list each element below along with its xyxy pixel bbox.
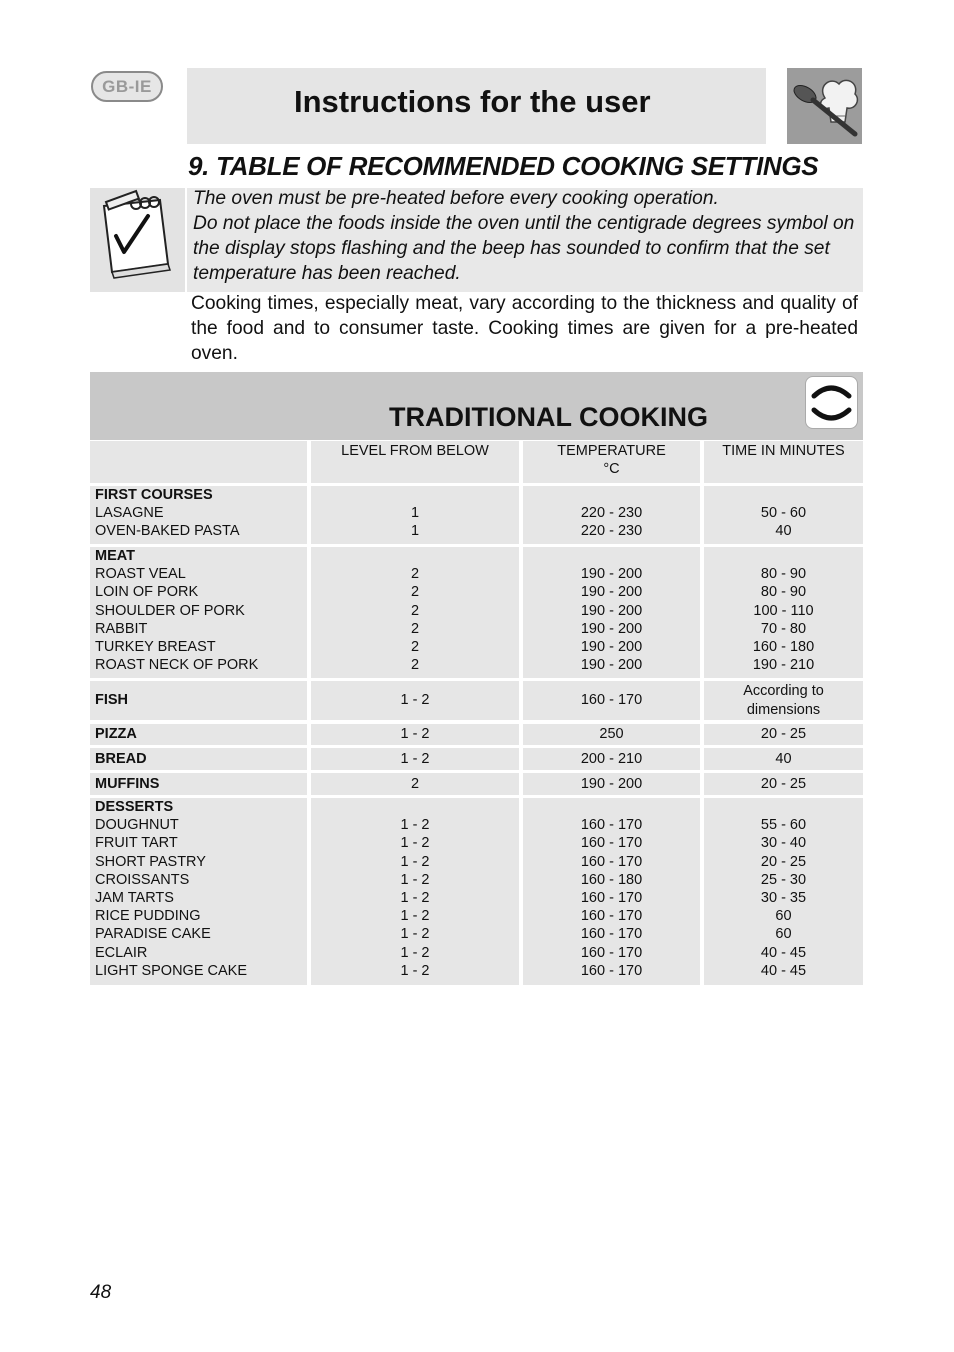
row-bread-time	[704, 748, 863, 770]
temp-value: 190 - 200	[580, 602, 643, 619]
food-item: OVEN-BAKED PASTA	[95, 523, 240, 540]
food-item: SHOULDER OF PORK	[95, 602, 245, 619]
time-value: 40 - 45	[760, 962, 807, 979]
level-value: 1 - 2	[400, 726, 430, 743]
row-bread-temp	[523, 748, 700, 770]
row-fish-temp	[523, 681, 700, 720]
group-name: FIRST COURSES	[95, 487, 213, 503]
level-value: 1 - 2	[400, 908, 430, 925]
level-value: 1 - 2	[400, 926, 430, 943]
temp-value: 160 - 170	[580, 944, 643, 961]
time-value: 60	[775, 926, 792, 943]
time-value: According to	[743, 683, 824, 700]
temp-value: 160 - 170	[580, 908, 643, 925]
food-item: CROISSANTS	[95, 871, 190, 888]
level-value: 2	[410, 775, 420, 792]
food-item: RABBIT	[95, 620, 148, 637]
food-item: ECLAIR	[95, 944, 148, 961]
level-value: 1 - 2	[400, 871, 430, 888]
level-value: 2	[410, 566, 420, 583]
row-first-courses-time	[704, 486, 863, 544]
food-item: JAM TARTS	[95, 890, 174, 907]
temp-value: 160 - 170	[580, 835, 643, 852]
food-item: LIGHT SPONGE CAKE	[95, 962, 248, 979]
note-line-1: The oven must be pre-heated before every cooking operation.	[193, 188, 719, 209]
row-pizza-food	[90, 724, 307, 745]
row-bread-level	[311, 748, 519, 770]
food-item: LOIN OF PORK	[95, 584, 199, 601]
group-name: DESSERTS	[95, 799, 174, 815]
level-value: 1 - 2	[400, 750, 430, 767]
temp-value: 200 - 210	[580, 750, 643, 767]
time-value	[704, 547, 863, 565]
column-header: TIME IN MINUTES	[722, 443, 845, 459]
time-value: 40 - 45	[760, 944, 807, 961]
temp-value: 220 - 230	[580, 505, 643, 522]
group-name: MEAT	[95, 548, 136, 564]
time-value: 40	[775, 750, 792, 767]
time-value: 20 - 25	[760, 775, 807, 792]
time-value: 190 - 210	[752, 657, 815, 674]
temp-value: 190 - 200	[580, 584, 643, 601]
row-desserts-time	[704, 798, 863, 985]
row-meat-temp	[523, 547, 700, 678]
row-muffins-food	[90, 773, 307, 795]
temp-value: 160 - 170	[580, 692, 643, 709]
traditional-cooking-icon	[805, 376, 858, 429]
level-value: 1 - 2	[400, 890, 430, 907]
preheat-note	[187, 188, 863, 292]
time-value: 20 - 25	[760, 726, 807, 743]
temp-value: 190 - 200	[580, 775, 643, 792]
row-muffins-level	[311, 773, 519, 795]
group-name: PIZZA	[95, 726, 137, 743]
food-item: ROAST NECK OF PORK	[95, 657, 259, 674]
food-item: ROAST VEAL	[95, 566, 186, 583]
temp-value: 160 - 180	[580, 871, 643, 888]
row-pizza-temp	[523, 724, 700, 745]
level-value: 2	[410, 620, 420, 637]
row-desserts-temp	[523, 798, 700, 985]
level-value	[311, 547, 519, 565]
temp-value: 220 - 230	[580, 523, 643, 540]
level-value: 2	[410, 602, 420, 619]
intro-paragraph: Cooking times, especially meat, vary according to the thickness and quality of the food and to consumer taste. Cooking times are given for a pre-heated oven.	[191, 293, 858, 364]
food-item: LASAGNE	[95, 505, 164, 522]
level-value: 1 - 2	[400, 835, 430, 852]
food-item: SHORT PASTRY	[95, 853, 206, 870]
temp-value	[523, 547, 700, 565]
food-item: TURKEY BREAST	[95, 639, 216, 656]
column-header: LEVEL FROM BELOW	[341, 443, 489, 459]
time-value: 80 - 90	[760, 566, 807, 583]
time-value: 40	[775, 523, 792, 540]
table-title: TRADITIONAL COOKING	[389, 402, 708, 432]
row-fish-food	[90, 681, 307, 720]
row-first-courses-food	[90, 486, 307, 544]
time-value: 50 - 60	[760, 505, 807, 522]
time-value: 80 - 90	[760, 584, 807, 601]
row-first-courses-temp	[523, 486, 700, 544]
food-item: PARADISE CAKE	[95, 926, 211, 943]
row-muffins-temp	[523, 773, 700, 795]
food-item: FRUIT TART	[95, 835, 178, 852]
temp-value: 190 - 200	[580, 566, 643, 583]
level-value	[311, 798, 519, 816]
time-value: 30 - 40	[760, 835, 807, 852]
level-value: 1 - 2	[400, 853, 430, 870]
header-bar	[187, 68, 766, 144]
level-value	[311, 486, 519, 504]
group-name: MUFFINS	[95, 775, 160, 792]
row-meat-time	[704, 547, 863, 678]
temp-value: 250	[599, 726, 624, 743]
level-value: 2	[410, 657, 420, 674]
language-badge: GB-IE	[91, 71, 163, 102]
row-meat-food	[90, 547, 307, 678]
temp-value: 160 - 170	[580, 853, 643, 870]
row-fish-time	[704, 681, 863, 720]
level-value: 1	[410, 505, 420, 522]
row-bread-food	[90, 748, 307, 770]
level-value: 1 - 2	[400, 962, 430, 979]
row-meat-level	[311, 547, 519, 678]
header-cell-2	[523, 441, 700, 483]
page-title: Instructions for the user	[294, 84, 651, 119]
table-title-band	[90, 372, 863, 440]
temp-value: 160 - 170	[580, 817, 643, 834]
level-value: 1 - 2	[400, 944, 430, 961]
time-value	[704, 486, 863, 504]
temp-value: 160 - 170	[580, 890, 643, 907]
header-cell-0	[90, 441, 307, 483]
row-desserts-level	[311, 798, 519, 985]
page-number: 48	[90, 1282, 112, 1303]
temp-value: 160 - 170	[580, 926, 643, 943]
level-value: 2	[410, 639, 420, 656]
time-value: 160 - 180	[752, 639, 815, 656]
time-value: 30 - 35	[760, 890, 807, 907]
temp-value: 160 - 170	[580, 962, 643, 979]
time-value: 100 - 110	[753, 602, 814, 619]
time-value: 55 - 60	[760, 817, 807, 834]
food-item: RICE PUDDING	[95, 908, 201, 925]
level-value: 2	[410, 584, 420, 601]
time-value: 70 - 80	[760, 620, 807, 637]
group-name: FISH	[95, 692, 129, 709]
column-header: °C	[603, 461, 620, 478]
header-cell-1	[311, 441, 519, 483]
temp-value	[523, 798, 700, 816]
temp-value: 190 - 200	[580, 620, 643, 637]
level-value: 1	[410, 523, 420, 540]
row-first-courses-level	[311, 486, 519, 544]
row-desserts-food	[90, 798, 307, 985]
time-value: dimensions	[746, 701, 821, 718]
row-pizza-level	[311, 724, 519, 745]
time-value	[704, 798, 863, 816]
group-name: BREAD	[95, 750, 147, 767]
spoon-chef-hat-icon	[787, 68, 862, 144]
time-value: 60	[775, 908, 792, 925]
column-header: TEMPERATURE	[557, 443, 666, 459]
food-item: DOUGHNUT	[95, 817, 179, 834]
notepad-check-icon	[90, 188, 185, 292]
temp-value: 190 - 200	[580, 639, 643, 656]
level-value: 1 - 2	[400, 817, 430, 834]
section-title: 9. TABLE OF RECOMMENDED COOKING SETTINGS	[188, 151, 819, 181]
header-cell-3	[704, 441, 863, 483]
row-fish-level	[311, 681, 519, 720]
temp-value: 190 - 200	[580, 657, 643, 674]
row-muffins-time	[704, 773, 863, 795]
level-value: 1 - 2	[400, 692, 430, 709]
temp-value	[523, 486, 700, 504]
row-pizza-time	[704, 724, 863, 745]
note-line-2: Do not place the foods inside the oven until the centigrade degrees symbol on the display stops flashing and the beep has sounded to confirm that the set temperature has been reached.	[193, 213, 855, 284]
time-value: 25 - 30	[760, 871, 807, 888]
time-value: 20 - 25	[760, 853, 807, 870]
